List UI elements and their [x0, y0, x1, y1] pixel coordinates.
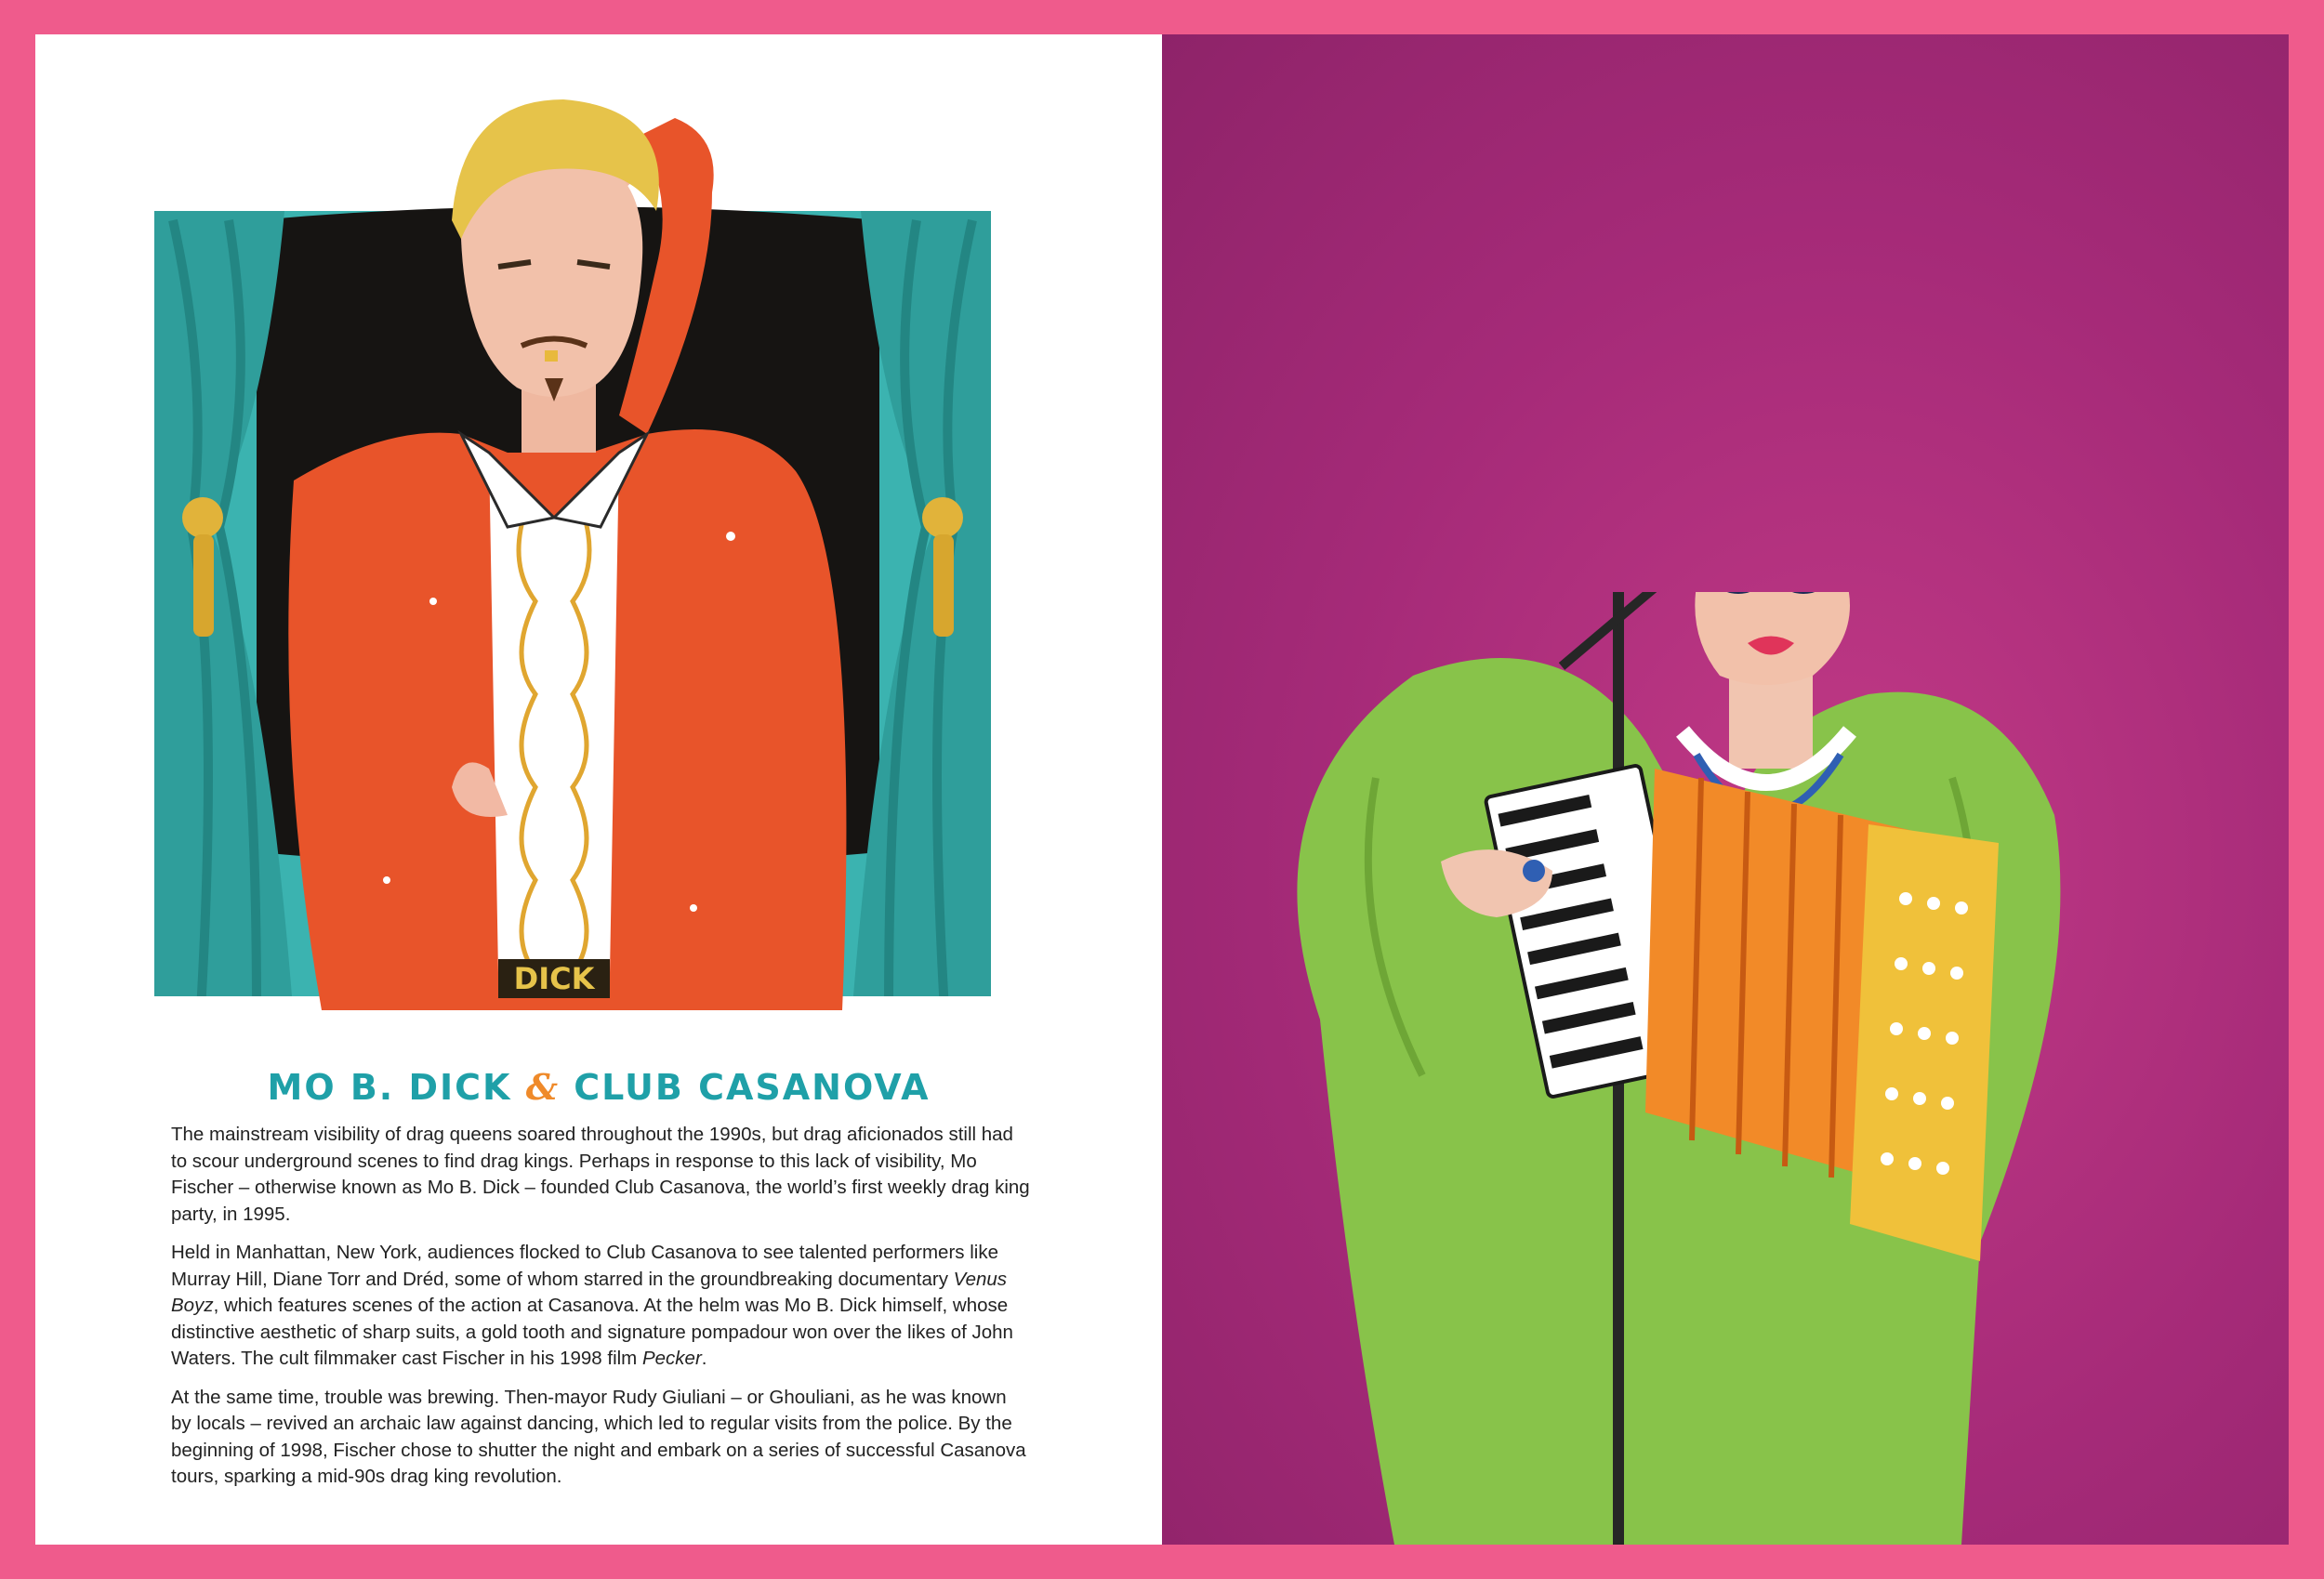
belt-buckle-text: DICK	[513, 961, 595, 996]
blue-ring	[1523, 860, 1545, 882]
accordion-button-panel	[1850, 824, 1999, 1261]
gold-tooth	[545, 350, 558, 362]
left-heading: MO B. DICK & CLUB CASANOVA	[267, 1066, 931, 1108]
ruffled-shirt	[489, 453, 619, 973]
ethyl-eichelberger-illustration	[1162, 592, 2289, 1545]
right-page	[1162, 34, 2289, 1545]
left-body-text	[171, 1122, 1031, 1503]
left-paragraph-2: Held in Manhattan, New York, audiences flocked to Club Casanova to see talented performers like Murray Hill, Diane Torr and Dréd, some of whom starred in the groundbreaking documentary Venus Boyz, which features scenes of the action at Casanova. At the helm was Mo B. Dick himself, whose distinctive aesthetic of sharp suits, a gold tooth and signature pompadour won over the likes of John Waters. The cult filmmaker cast Fischer in his 1998 film Pecker.	[171, 1242, 1013, 1369]
left-page	[35, 34, 1162, 1545]
mo-b-dick-illustration	[154, 81, 991, 1029]
book-spread	[35, 34, 2289, 1545]
left-paragraph-3: At the same time, trouble was brewing. Then-mayor Rudy Giuliani – or Ghouliani, as he was known by locals – revived an archaic law against dancing, which led to regular visits from the police. By the beginning of 1998, Fischer chose to shutter the night and embark on a series of successful Casanova tours, sparking a mid-90s drag king revolution.	[171, 1386, 1026, 1487]
left-paragraph-1: The mainstream visibility of drag queens soared throughout the 1990s, but drag aficionados still had to scour underground scenes to find drag kings. Perhaps in response to this lack of visibility, Mo Fischer – otherwise known as Mo B. Dick – founded Club Casanova, the world’s first weekly drag king party, in 1995.	[171, 1124, 1030, 1225]
